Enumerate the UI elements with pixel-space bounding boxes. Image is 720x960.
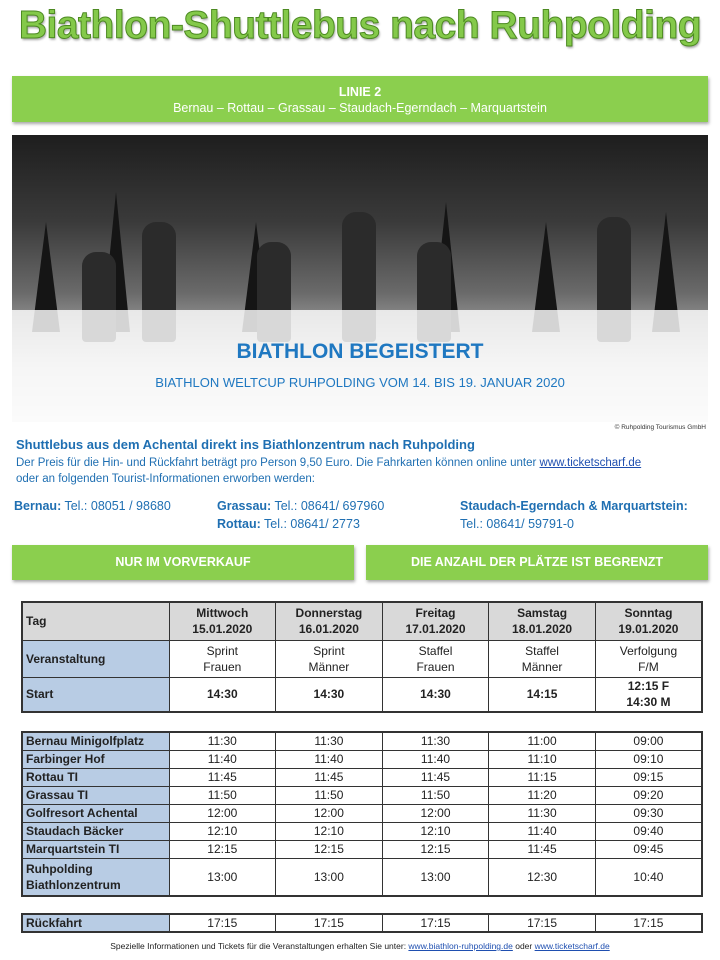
table-row (22, 822, 702, 840)
departure-time: 12:00 (276, 804, 383, 822)
line-label: LINIE 2 (338, 85, 382, 99)
line-route: Bernau – Rottau – Grassau – Staudach-Egerndach – Marquartstein (173, 101, 547, 115)
table-row (22, 840, 702, 858)
departure-time: 13:00 (276, 858, 383, 896)
contact-tel: Tel.: 08051 / 98680 (61, 499, 171, 513)
day-header (169, 602, 276, 640)
start-time: 14:30 (313, 687, 345, 702)
stop-name: Grassau TI (22, 786, 169, 804)
departure-time: 11:40 (489, 822, 596, 840)
departure-time: 11:50 (382, 786, 489, 804)
banner-title: BIATHLON BEGEISTERT (236, 340, 484, 363)
day-header (489, 602, 596, 640)
departure-time: 11:30 (169, 732, 276, 750)
contact-name: Bernau: (14, 499, 62, 513)
info-text-1: Der Preis für die Hin- und Rückfahrt beträgt pro Person 9,50 Euro. Die Fahrkarten können online unter (16, 457, 540, 469)
departure-time: 09:10 (595, 750, 702, 768)
departure-time: 09:45 (595, 840, 702, 858)
day-date: 18.01.2020 (512, 622, 573, 637)
event-label: Veranstaltung (22, 640, 169, 677)
stop-name: Marquartstein TI (22, 840, 169, 858)
contact-name: Staudach-Egerndach & Marquartstein: (460, 499, 688, 513)
contact-name: Rottau: (217, 517, 261, 531)
departure-table (21, 731, 703, 897)
return-time: 17:15 (169, 914, 276, 932)
stop-name: Golfresort Achental (22, 804, 169, 822)
start-cell (169, 677, 276, 712)
event-cell (382, 640, 489, 677)
contact-name: Grassau: (217, 499, 272, 513)
event-category: Männer (308, 659, 350, 674)
limited-seats-banner: DIE ANZAHL DER PLÄTZE IST BEGRENZT (366, 545, 708, 580)
start-time: 14:30 (420, 687, 451, 702)
start-time: 12:15 F (627, 679, 670, 694)
table-row (22, 858, 702, 896)
departure-time: 12:15 (382, 840, 489, 858)
table-row (22, 786, 702, 804)
tag-label: Tag (22, 602, 169, 640)
departure-time: 12:10 (276, 822, 383, 840)
info-heading: Shuttlebus aus dem Achental direkt ins Biathlonzentrum nach Ruhpolding (16, 437, 475, 452)
event-cell (169, 640, 276, 677)
contact-bernau (14, 497, 171, 515)
event-category: F/M (638, 659, 659, 674)
departure-time: 12:15 (169, 840, 276, 858)
departure-time: 12:00 (169, 804, 276, 822)
line-banner (12, 76, 708, 122)
return-time: 17:15 (382, 914, 489, 932)
banner-subtitle: BIATHLON WELTCUP RUHPOLDING VOM 14. BIS 19. JANUAR 2020 (155, 375, 565, 390)
day-header (595, 602, 702, 640)
return-table (21, 913, 703, 933)
start-time: 14:15 (526, 687, 558, 702)
departure-time: 10:40 (595, 858, 702, 896)
departure-time: 11:30 (276, 732, 383, 750)
departure-time: 11:45 (382, 768, 489, 786)
footer-or: oder (512, 941, 535, 951)
table-row (22, 750, 702, 768)
return-time: 17:15 (276, 914, 383, 932)
stop-name: Bernau Minigolfplatz (22, 732, 169, 750)
day-header (382, 602, 489, 640)
biathlon-ruhpolding-link[interactable]: www.biathlon-ruhpolding.de (408, 941, 513, 951)
departure-time: 11:40 (169, 750, 276, 768)
table-row (22, 768, 702, 786)
departure-time: 11:20 (489, 786, 596, 804)
day-date: 17.01.2020 (405, 622, 466, 637)
departure-time: 11:40 (276, 750, 383, 768)
stop-name: Farbinger Hof (22, 750, 169, 768)
day-name: Samstag (517, 606, 568, 621)
table-row (22, 732, 702, 750)
stop-name: Staudach Bäcker (22, 822, 169, 840)
page-title: Biathlon-Shuttlebus nach Ruhpolding (18, 4, 702, 47)
departure-time: 11:00 (489, 732, 596, 750)
day-date: 16.01.2020 (298, 622, 359, 637)
event-type: Verfolgung (619, 643, 678, 658)
contact-staudach (460, 497, 688, 533)
presale-banner: NUR IM VORVERKAUF (12, 545, 354, 580)
event-type: Staffel (418, 643, 453, 658)
photo-credit: © Ruhpolding Tourismus GmbH (614, 424, 706, 431)
day-name: Donnerstag (295, 606, 363, 621)
departure-time: 12:30 (489, 858, 596, 896)
day-header (276, 602, 383, 640)
day-name: Freitag (415, 606, 456, 621)
day-name: Mittwoch (196, 606, 249, 621)
departure-time: 13:00 (169, 858, 276, 896)
event-category: Frauen (416, 659, 455, 674)
contact-tel: Tel.: 08641/ 697960 (271, 499, 385, 513)
departure-time: 12:15 (276, 840, 383, 858)
departure-time: 12:00 (382, 804, 489, 822)
event-cell (595, 640, 702, 677)
info-text-2: oder an folgenden Tourist-Informationen erworben werden: (16, 473, 315, 485)
stop-name: Ruhpolding Biathlonzentrum (22, 858, 169, 896)
departure-time: 13:00 (382, 858, 489, 896)
ticketscharf-link[interactable]: www.ticketscharf.de (539, 457, 642, 469)
event-type: Sprint (313, 643, 345, 658)
return-time: 17:15 (595, 914, 702, 932)
departure-time: 11:50 (276, 786, 383, 804)
departure-time: 11:50 (169, 786, 276, 804)
event-type: Staffel (525, 643, 559, 658)
departure-time: 09:40 (595, 822, 702, 840)
banner-overlay (12, 310, 708, 422)
departure-time: 11:30 (382, 732, 489, 750)
start-time: 14:30 (206, 687, 238, 702)
departure-time: 11:45 (489, 840, 596, 858)
ticketscharf-footer-link[interactable]: www.ticketscharf.de (534, 941, 610, 951)
contact-tel: Tel.: 08641/ 59791-0 (460, 517, 574, 531)
departure-time: 11:45 (276, 768, 383, 786)
start-cell (489, 677, 596, 712)
departure-time: 09:00 (595, 732, 702, 750)
day-name: Sonntag (624, 606, 673, 621)
departure-time: 09:30 (595, 804, 702, 822)
event-table (21, 601, 703, 713)
departure-time: 11:15 (489, 768, 596, 786)
departure-time: 11:10 (489, 750, 596, 768)
biathlon-photo (12, 135, 708, 422)
event-cell (276, 640, 383, 677)
start-time-2: 14:30 M (626, 695, 671, 710)
day-date: 19.01.2020 (618, 622, 679, 637)
contact-grassau-rottau (217, 497, 384, 533)
return-time: 17:15 (489, 914, 596, 932)
stop-name: Rottau TI (22, 768, 169, 786)
event-category: Frauen (203, 659, 242, 674)
departure-time: 12:10 (169, 822, 276, 840)
departure-time: 11:40 (382, 750, 489, 768)
return-label: Rückfahrt (22, 914, 169, 932)
start-cell (276, 677, 383, 712)
start-cell (595, 677, 702, 712)
info-text (16, 455, 706, 487)
footer-text: Spezielle Informationen und Tickets für die Veranstaltungen erhalten Sie unter: (110, 941, 409, 951)
departure-time: 11:45 (169, 768, 276, 786)
event-category: Männer (521, 659, 563, 674)
footer (0, 941, 720, 951)
departure-time: 11:30 (489, 804, 596, 822)
day-date: 15.01.2020 (192, 622, 253, 637)
table-row (22, 804, 702, 822)
departure-time: 09:20 (595, 786, 702, 804)
departure-time: 12:10 (382, 822, 489, 840)
contact-tel: Tel.: 08641/ 2773 (260, 517, 360, 531)
start-cell (382, 677, 489, 712)
event-cell (489, 640, 596, 677)
event-type: Sprint (206, 643, 238, 658)
start-label: Start (22, 677, 169, 712)
departure-time: 09:15 (595, 768, 702, 786)
